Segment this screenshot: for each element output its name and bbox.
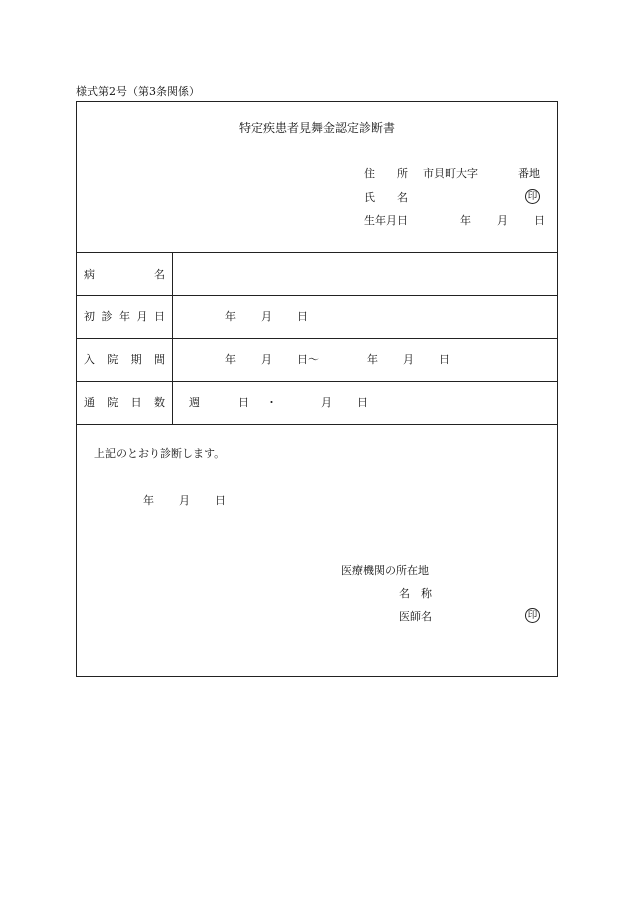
outpatient-day: 日 [238, 396, 249, 409]
row-disease-label: 病 名 [84, 268, 165, 281]
form-number: 様式第2号（第3条関係） [76, 85, 200, 98]
row-first-visit-label: 初 診 年 月 日 [84, 310, 165, 323]
birth-month: 月 [497, 214, 508, 227]
outpatient-dot: ・ [266, 396, 277, 409]
first-visit-month: 月 [261, 310, 272, 323]
doctor-name-label: 医師名 [399, 610, 432, 623]
cert-day: 日 [215, 494, 226, 507]
cert-month: 月 [179, 494, 190, 507]
birth-year: 年 [460, 214, 471, 227]
name-label: 氏 名 [364, 191, 408, 204]
institution-name-label: 名 称 [399, 587, 432, 600]
row-hospitalization-label: 入 院 期 間 [84, 353, 165, 366]
hosp-end-day: 日 [439, 353, 450, 366]
hosp-end-year: 年 [367, 353, 378, 366]
first-visit-year: 年 [225, 310, 236, 323]
row-outpatient-label: 通 院 日 数 [84, 396, 165, 409]
birth-label: 生年月日 [364, 214, 408, 227]
address-label: 住 所 [364, 167, 408, 180]
institution-location-label: 医療機関の所在地 [341, 564, 429, 577]
hosp-start-day: 日〜 [297, 353, 319, 366]
outpatient-month-day: 日 [357, 396, 368, 409]
hosp-start-month: 月 [261, 353, 272, 366]
address-value: 市貝町大字 [423, 167, 478, 180]
statement-text: 上記のとおり診断します。 [94, 447, 226, 460]
applicant-seal-icon: 印 [525, 189, 540, 204]
address-suffix: 番地 [518, 167, 540, 180]
first-visit-day: 日 [297, 310, 308, 323]
outpatient-month: 月 [321, 396, 332, 409]
birth-day: 日 [534, 214, 545, 227]
hosp-end-month: 月 [403, 353, 414, 366]
outpatient-week: 週 [189, 396, 200, 409]
doctor-seal-icon: 印 [525, 608, 540, 623]
cert-year: 年 [143, 494, 154, 507]
hosp-start-year: 年 [225, 353, 236, 366]
form-title: 特定疾患者見舞金認定診断書 [238, 121, 395, 135]
certificate-form [76, 101, 558, 677]
